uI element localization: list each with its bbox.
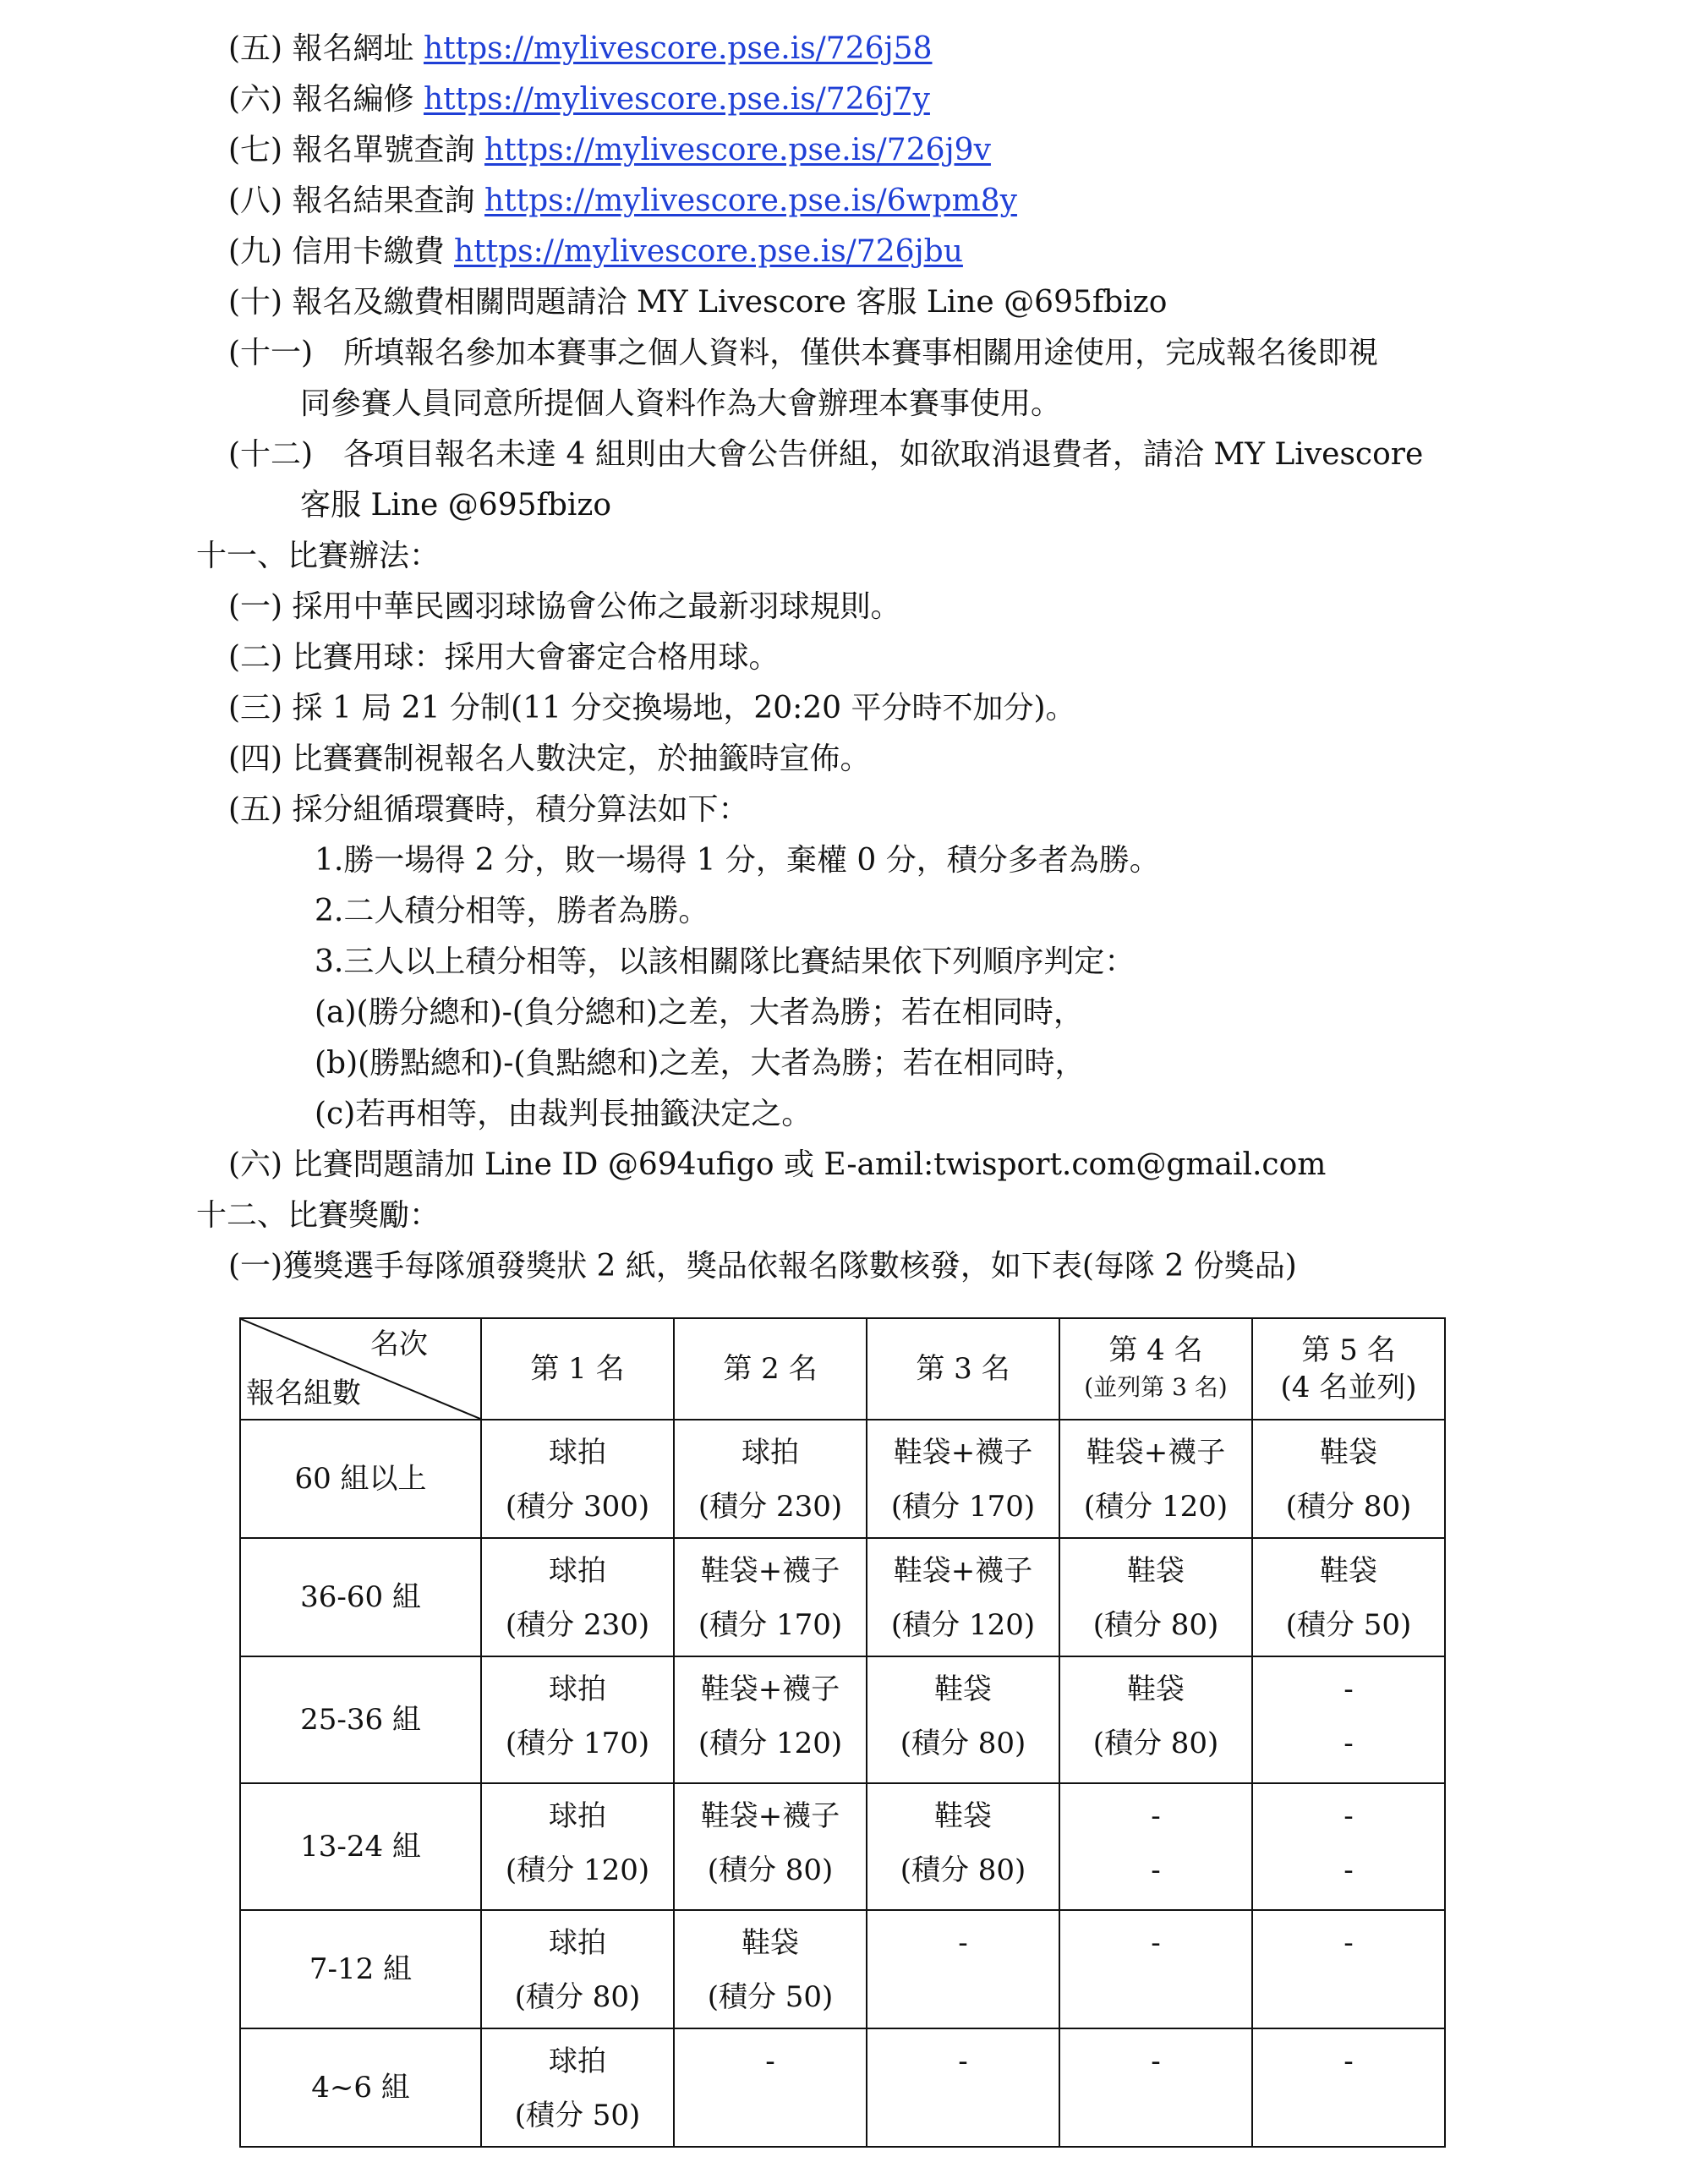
prize-cell (481, 2028, 674, 2147)
rank-header-sub: (4 名並列) (1280, 1371, 1417, 1404)
registration-result-query-link[interactable]: https://mylivescore.pse.is/6wpm8y (484, 183, 1017, 218)
section-heading-competition-rules: 十一、比賽辦法： (196, 539, 441, 573)
prize-points: (積分 50) (1285, 1608, 1412, 1642)
rank-header-main: 第 4 名 (1108, 1333, 1203, 1367)
prize-cell (1059, 1910, 1252, 2028)
prize-points (675, 2088, 866, 2092)
payment-contact-line: (十) 報名及繳費相關問題請洽 MY Livescore 客服 Line @695fbizo (228, 285, 1168, 320)
corner-header-cell (240, 1318, 481, 1420)
prize-item: 鞋袋+襪子 (893, 1554, 1033, 1588)
prize-points: (積分 170) (505, 1727, 650, 1760)
line-prefix: (七) 報名單號查詢 (228, 133, 484, 167)
privacy-notice-line: (十一) 所填報名參加本賽事之個人資料，僅供本賽事相關用途使用，完成報名後即視 (228, 336, 1379, 370)
registration-link[interactable]: https://mylivescore.pse.is/726j58 (423, 31, 933, 66)
prize-points: (積分 80) (1092, 1608, 1219, 1642)
prize-cell (481, 1420, 674, 1538)
prize-item: - (1343, 2044, 1354, 2078)
registration-number-query-line (228, 125, 991, 176)
prize-points: (積分 230) (698, 1490, 843, 1524)
merge-groups-notice-continuation: 客服 Line @695fbizo (300, 488, 612, 523)
rank-header-cell (867, 1318, 1059, 1420)
section-heading-awards: 十二、比賽獎勵： (196, 1198, 441, 1233)
registration-edit-link[interactable]: https://mylivescore.pse.is/726j7y (423, 82, 930, 117)
prize-points (1060, 1970, 1251, 1973)
registration-result-query-line (228, 176, 1017, 227)
prize-cell (1252, 1538, 1445, 1656)
table-row (240, 1656, 1445, 1783)
prize-cell (674, 1910, 867, 2028)
prize-item: 鞋袋 (1320, 1554, 1377, 1588)
scoring-rule: 1.勝一場得 2 分，敗一場得 1 分，棄權 0 分，積分多者為勝。 (315, 843, 1160, 878)
prize-item: 鞋袋+襪子 (700, 1799, 840, 1833)
prize-cell (1252, 1910, 1445, 2028)
group-count-cell: 13-24 組 (240, 1783, 481, 1910)
prize-cell (867, 1910, 1059, 2028)
prize-item: - (1151, 1926, 1161, 1960)
merge-groups-notice-line: (十二) 各項目報名未達 4 組則由大會公告併組，如欲取消退費者，請洽 MY Livescore (228, 437, 1424, 472)
group-count-cell: 36-60 組 (240, 1538, 481, 1656)
prize-cell (867, 1538, 1059, 1656)
prize-item: 鞋袋 (742, 1926, 799, 1960)
prize-item: 球拍 (549, 1672, 606, 1706)
awards-table (239, 1317, 1446, 2148)
registration-url-line (228, 24, 933, 74)
prize-points: (積分 80) (900, 1853, 1026, 1887)
prize-cell (1059, 1783, 1252, 1910)
prize-cell (867, 1656, 1059, 1783)
prize-cell (674, 1538, 867, 1656)
prize-points: (積分 120) (890, 1608, 1036, 1642)
prize-points: (積分 120) (1083, 1490, 1229, 1524)
prize-points (1253, 2088, 1444, 2092)
prize-cell (481, 1910, 674, 2028)
credit-card-payment-link[interactable]: https://mylivescore.pse.is/726jbu (453, 234, 963, 269)
rank-header-main: 第 1 名 (530, 1352, 625, 1386)
scoring-rule: 3.三人以上積分相等，以該相關隊比賽結果依下列順序判定： (315, 944, 1136, 979)
prize-cell (674, 1783, 867, 1910)
prize-item: - (1343, 1926, 1354, 1960)
rule-item: (四) 比賽賽制視報名人數決定，於抽籤時宣佈。 (228, 742, 871, 776)
prize-points: (積分 80) (900, 1727, 1026, 1760)
rank-header-cell (1059, 1318, 1252, 1420)
prize-cell (674, 2028, 867, 2147)
prize-cell (481, 1656, 674, 1783)
prize-item: - (1343, 1672, 1354, 1706)
prize-points: (積分 170) (698, 1608, 843, 1642)
prize-item: - (1343, 1799, 1354, 1833)
prize-cell (1059, 2028, 1252, 2147)
prize-points: (積分 80) (1092, 1727, 1219, 1760)
prize-points (867, 1970, 1059, 1973)
prize-points: (積分 50) (707, 1980, 834, 2014)
prize-cell (674, 1656, 867, 1783)
prize-item: 球拍 (742, 1436, 799, 1470)
prize-cell (1252, 1420, 1445, 1538)
prize-points: (積分 120) (698, 1727, 843, 1760)
prize-item: 球拍 (549, 1926, 606, 1960)
prize-cell (1252, 2028, 1445, 2147)
prize-cell (867, 2028, 1059, 2147)
rule-item: (三) 採 1 局 21 分制(11 分交換場地，20:20 平分時不加分)。 (228, 691, 1076, 725)
prize-item: 鞋袋 (934, 1672, 992, 1706)
prize-cell (1059, 1420, 1252, 1538)
prize-points: (積分 50) (514, 2099, 641, 2132)
table-row (240, 1538, 1445, 1656)
prize-item: - (1151, 1799, 1161, 1833)
prize-cell (867, 1783, 1059, 1910)
prize-cell (1059, 1538, 1252, 1656)
rank-header-cell (674, 1318, 867, 1420)
prize-points: - (1343, 1853, 1354, 1887)
prize-item: 鞋袋 (1127, 1672, 1185, 1706)
table-row (240, 1783, 1445, 1910)
prize-cell (867, 1420, 1059, 1538)
prize-item: 鞋袋 (934, 1799, 992, 1833)
prize-item: - (958, 2044, 968, 2078)
rule-item: (一) 採用中華民國羽球協會公佈之最新羽球規則。 (228, 589, 901, 624)
contact-line: (六) 比賽問題請加 Line ID @694ufigo 或 E-amil:twisport.com@gmail.com (228, 1147, 1327, 1182)
credit-card-payment-line (228, 227, 963, 277)
line-prefix: (五) 報名網址 (228, 31, 424, 66)
rule-item: (二) 比賽用球：採用大會審定合格用球。 (228, 640, 780, 675)
tiebreak-rule: (c)若再相等，由裁判長抽籤決定之。 (315, 1097, 813, 1131)
prize-item: 鞋袋 (1320, 1436, 1377, 1470)
prize-item: 鞋袋+襪子 (700, 1672, 840, 1706)
rank-header-cell (1252, 1318, 1445, 1420)
prize-points: (積分 80) (707, 1853, 834, 1887)
prize-item: - (1151, 2044, 1161, 2078)
table-row (240, 2028, 1445, 2147)
prize-points: (積分 300) (505, 1490, 650, 1524)
prize-cell (481, 1783, 674, 1910)
prize-points: (積分 170) (890, 1490, 1036, 1524)
registration-edit-line (228, 74, 930, 125)
prize-points (867, 2088, 1059, 2092)
prize-cell (1252, 1783, 1445, 1910)
table-row (240, 1420, 1445, 1538)
rank-header-cell (481, 1318, 674, 1420)
corner-rank-label: 名次 (370, 1327, 428, 1361)
group-count-cell: 25-36 組 (240, 1656, 481, 1783)
line-prefix: (六) 報名編修 (228, 82, 424, 117)
group-count-cell: 60 組以上 (240, 1420, 481, 1538)
tiebreak-rule: (a)(勝分總和)-(負分總和)之差，大者為勝；若在相同時， (315, 995, 1084, 1030)
prize-cell (1252, 1656, 1445, 1783)
prize-cell (481, 1538, 674, 1656)
prize-item: 鞋袋+襪子 (700, 1554, 840, 1588)
prize-item: 球拍 (549, 1554, 606, 1588)
prize-item: - (765, 2044, 775, 2078)
scoring-rule: 2.二人積分相等，勝者為勝。 (315, 894, 709, 928)
rank-header-sub: (並列第 3 名) (1084, 1373, 1228, 1401)
prize-points: (積分 120) (505, 1853, 650, 1887)
rank-header-main: 第 2 名 (723, 1352, 818, 1386)
prize-cell (674, 1420, 867, 1538)
prize-item: 鞋袋+襪子 (1086, 1436, 1226, 1470)
line-prefix: (八) 報名結果查詢 (228, 183, 484, 218)
prize-item: 鞋袋 (1127, 1554, 1185, 1588)
privacy-notice-continuation: 同參賽人員同意所提個人資料作為大會辦理本賽事使用。 (300, 386, 1062, 421)
prize-points: (積分 80) (1285, 1490, 1412, 1524)
prize-item: 球拍 (549, 1436, 606, 1470)
registration-number-query-link[interactable]: https://mylivescore.pse.is/726j9v (484, 133, 991, 167)
corner-groups-label: 報名組數 (246, 1377, 361, 1410)
prize-points: (積分 230) (505, 1608, 650, 1642)
rank-header-main: 第 3 名 (916, 1352, 1010, 1386)
prize-item: 球拍 (549, 1799, 606, 1833)
prize-points (1060, 2088, 1251, 2092)
table-header-row (240, 1318, 1445, 1420)
prize-item: 球拍 (549, 2044, 606, 2078)
line-prefix: (九) 信用卡繳費 (228, 234, 454, 269)
prize-points: (積分 80) (514, 1980, 641, 2014)
prize-item: - (958, 1926, 968, 1960)
awards-description: (一)獲獎選手每隊頒發獎狀 2 紙，獎品依報名隊數核發，如下表(每隊 2 份獎品) (228, 1249, 1297, 1284)
rank-header-main: 第 5 名 (1301, 1333, 1396, 1367)
prize-cell (1059, 1656, 1252, 1783)
prize-points: - (1151, 1853, 1161, 1887)
group-count-cell: 7-12 組 (240, 1910, 481, 2028)
tiebreak-rule: (b)(勝點總和)-(負點總和)之差，大者為勝；若在相同時， (315, 1046, 1086, 1081)
group-count-cell: 4~6 組 (240, 2028, 481, 2147)
prize-points: - (1343, 1727, 1354, 1760)
awards-table-body (240, 1420, 1445, 2147)
prize-points (1253, 1970, 1444, 1973)
prize-item: 鞋袋+襪子 (893, 1436, 1033, 1470)
rule-item: (五) 採分組循環賽時，積分算法如下： (228, 792, 749, 827)
table-row (240, 1910, 1445, 2028)
